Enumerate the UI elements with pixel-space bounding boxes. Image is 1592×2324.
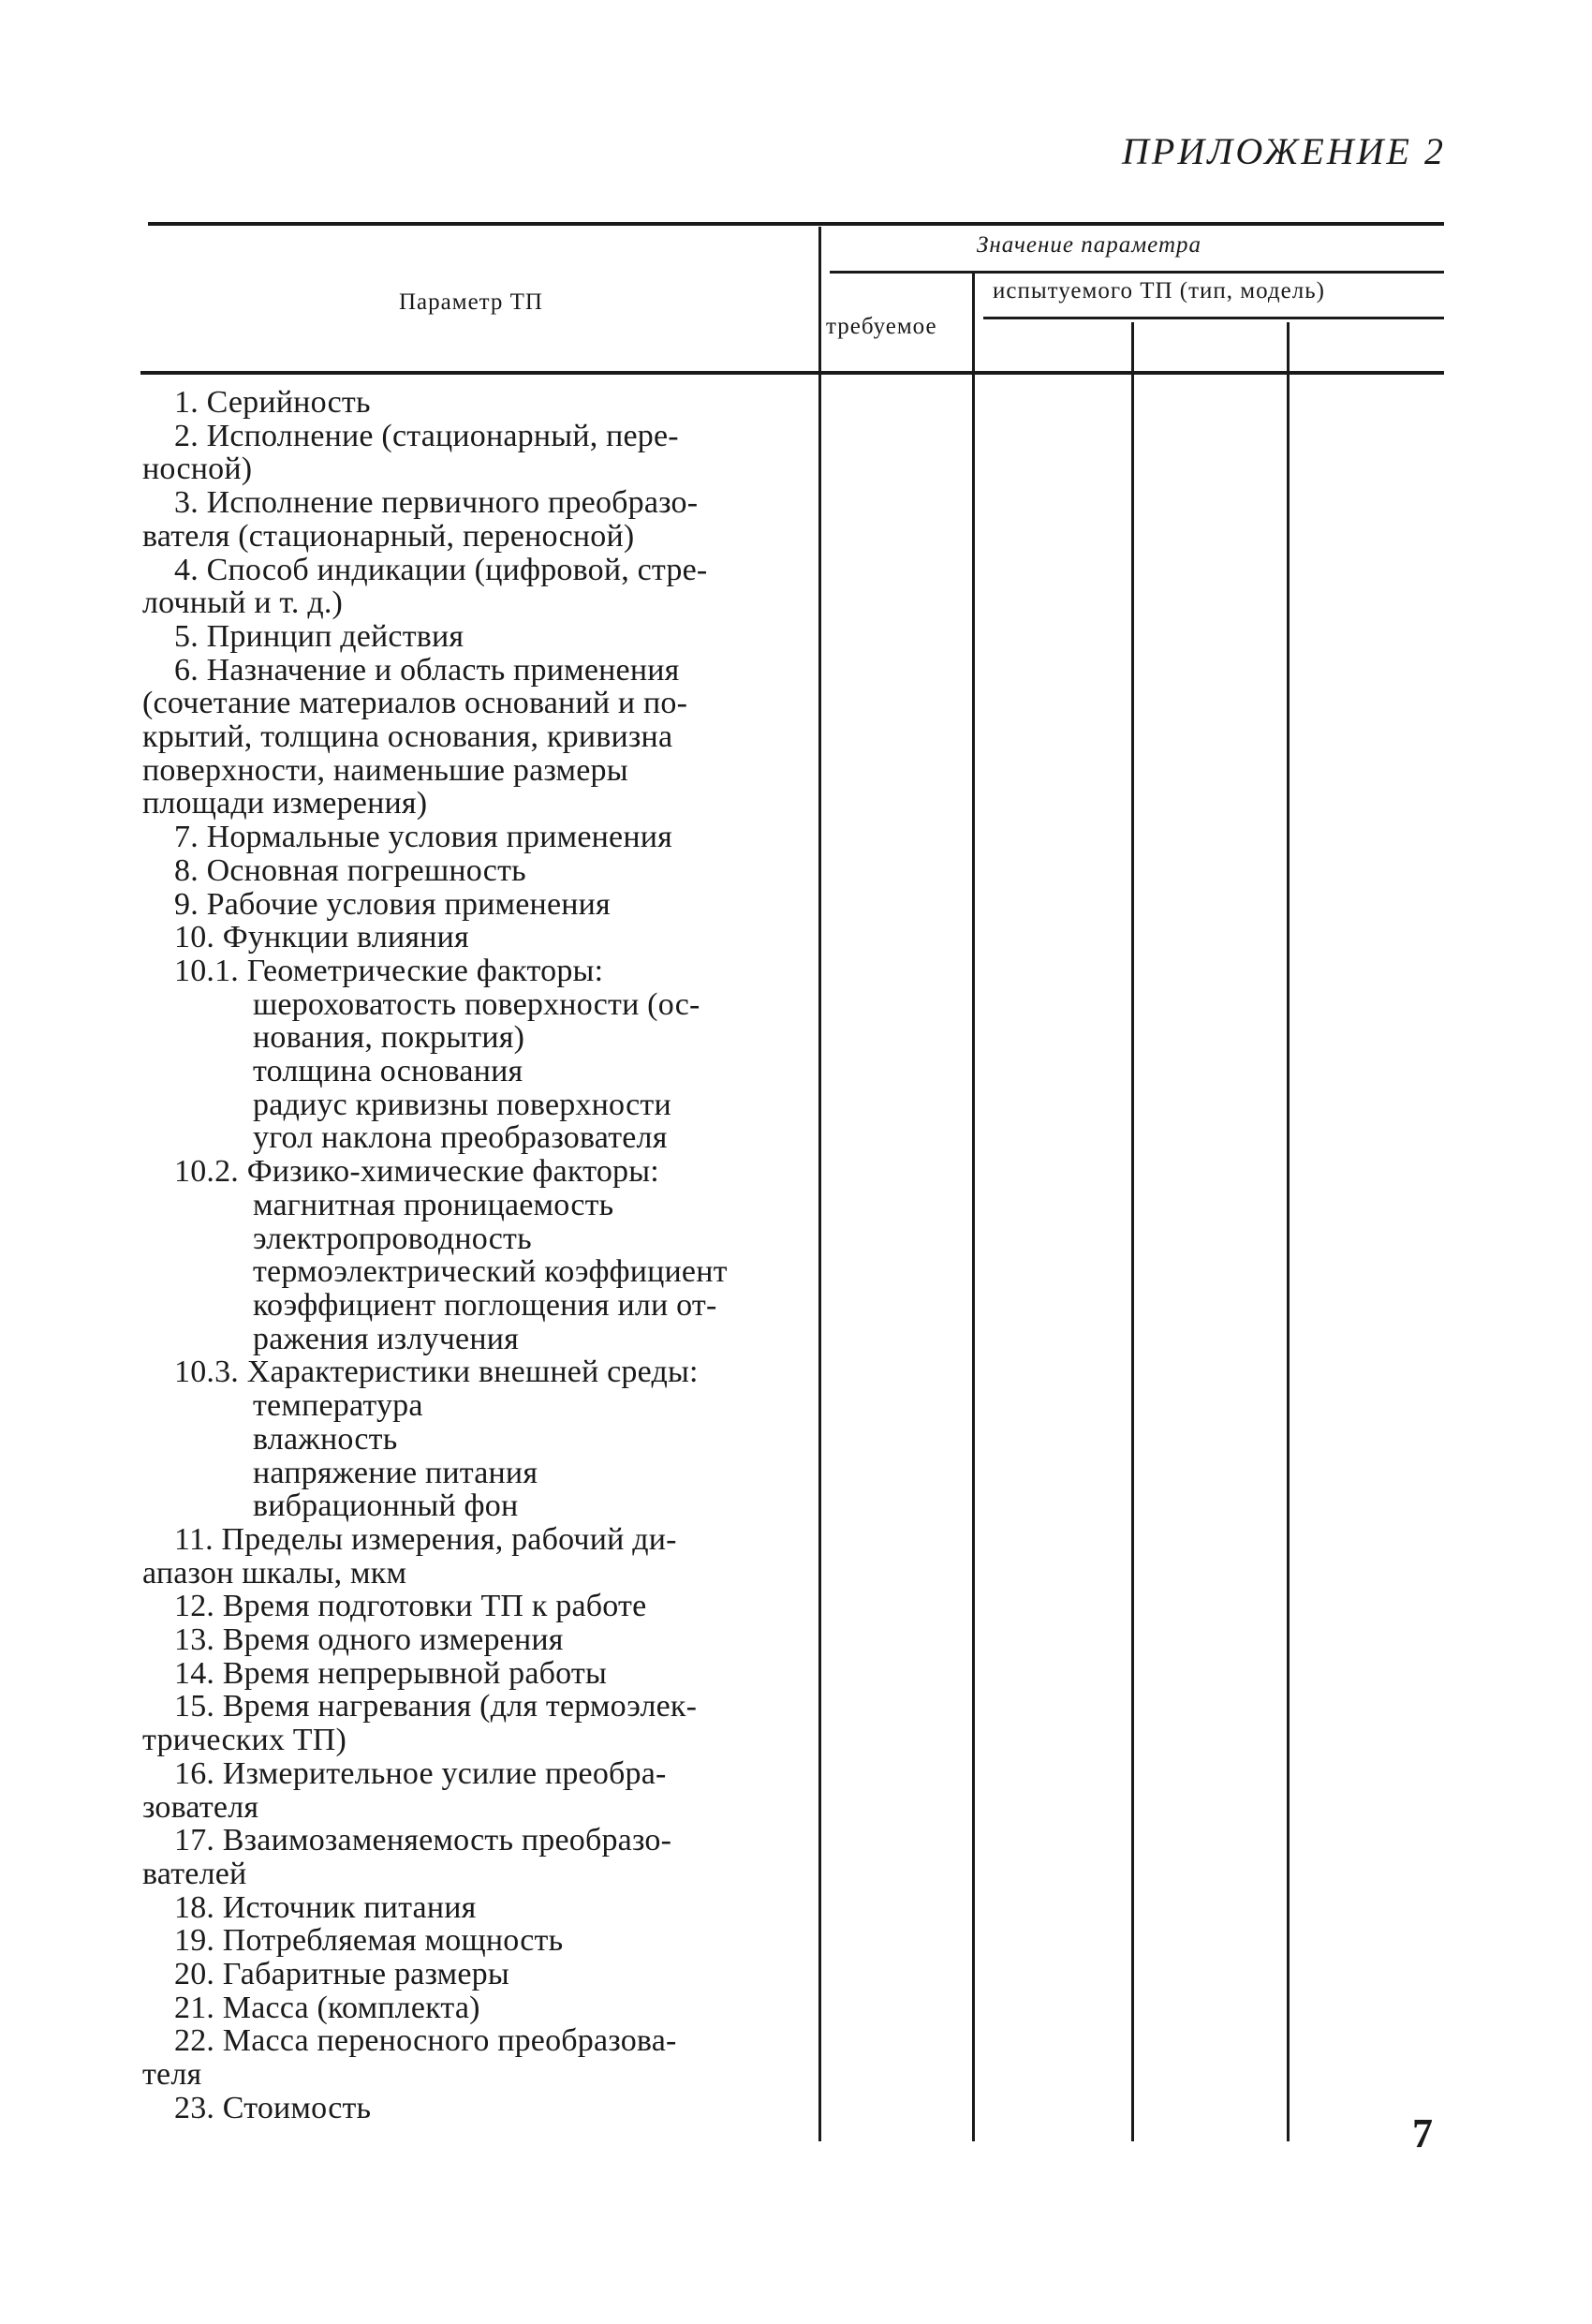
header-tested-group: испытуемого ТП (тип, модель) bbox=[993, 278, 1325, 303]
table-top-rule bbox=[148, 222, 1444, 226]
parameter-row: термоэлектрический коэффициент bbox=[253, 1254, 728, 1290]
header-required: требуемое bbox=[826, 314, 937, 339]
column-rule-tested-1 bbox=[972, 274, 975, 2141]
parameter-row: 12. Время подготовки ТП к работе bbox=[174, 1589, 647, 1624]
page-number: 7 bbox=[1412, 2110, 1433, 2156]
parameter-row: 4. Способ индикации (цифровой, стре- bbox=[174, 552, 708, 587]
header-value-group: Значение параметра bbox=[977, 232, 1201, 258]
parameter-row: радиус кривизны поверхности bbox=[253, 1087, 671, 1122]
column-rule-tested-2 bbox=[1131, 322, 1134, 2141]
parameter-row: 11. Пределы измерения, рабочий ди- bbox=[174, 1521, 677, 1557]
parameter-row: 21. Масса (комплекта) bbox=[174, 1990, 480, 2025]
value-group-rule bbox=[830, 271, 1444, 274]
parameter-row: угол наклона преобразователя bbox=[253, 1120, 668, 1156]
parameter-row: электропроводность bbox=[253, 1221, 532, 1256]
parameter-row: 20. Габаритные размеры bbox=[174, 1957, 509, 1992]
parameter-row: 6. Назначение и область применения bbox=[174, 652, 680, 688]
parameter-row: 10. Функции влияния bbox=[174, 920, 469, 955]
parameter-row: 7. Нормальные условия применения bbox=[174, 820, 672, 855]
parameter-row: напряжение питания bbox=[253, 1455, 538, 1490]
parameter-row: температура bbox=[253, 1388, 423, 1424]
parameter-row: толщина основания bbox=[253, 1054, 523, 1089]
parameter-row: 10.1. Геометрические факторы: bbox=[174, 953, 604, 988]
parameter-row: ражения излучения bbox=[253, 1321, 519, 1356]
parameter-row: 23. Стоимость bbox=[174, 2090, 372, 2125]
column-rule-required bbox=[818, 227, 821, 2141]
parameter-row: 14. Время непрерывной работы bbox=[174, 1655, 608, 1691]
parameter-row: вателя (стационарный, переносной) bbox=[142, 518, 635, 554]
parameter-row: 8. Основная погрешность bbox=[174, 852, 526, 888]
parameter-row: площади измерения) bbox=[142, 786, 428, 822]
parameter-table bbox=[140, 212, 1446, 2141]
parameter-row: 18. Источник питания bbox=[174, 1889, 477, 1925]
parameter-row: нования, покрытия) bbox=[253, 1020, 525, 1056]
parameter-row: носной) bbox=[142, 451, 253, 487]
parameter-row: (сочетание материалов оснований и по- bbox=[142, 686, 688, 721]
parameter-row: 10.2. Физико-химические факторы: bbox=[174, 1154, 659, 1190]
parameter-row: 9. Рабочие условия применения bbox=[174, 886, 611, 922]
appendix-label: ПРИЛОЖЕНИЕ 2 bbox=[1122, 130, 1446, 172]
parameter-row: лочный и т. д.) bbox=[142, 585, 344, 621]
parameter-row: зователя bbox=[142, 1789, 259, 1825]
parameter-row: 1. Серийность bbox=[174, 385, 371, 420]
parameter-row: 10.3. Характеристики внешней среды: bbox=[174, 1354, 699, 1390]
parameter-row: 3. Исполнение первичного преобразо- bbox=[174, 485, 699, 521]
parameter-row: трических ТП) bbox=[142, 1723, 347, 1758]
parameter-row: 13. Время одного измерения bbox=[174, 1622, 564, 1658]
parameter-row: крытий, толщина основания, кривизна bbox=[142, 719, 673, 755]
parameter-row: вателей bbox=[142, 1856, 247, 1891]
column-rule-tested-3 bbox=[1287, 322, 1290, 2141]
parameter-row: шероховатость поверхности (ос- bbox=[253, 986, 700, 1022]
parameter-row: 17. Взаимозаменяемость преобразо- bbox=[174, 1823, 672, 1858]
parameter-row: вибрационный фон bbox=[253, 1488, 519, 1524]
header-parameter: Параметр ТП bbox=[399, 289, 543, 315]
parameter-row: 15. Время нагревания (для термоэлек- bbox=[174, 1689, 698, 1724]
parameter-row: 22. Масса переносного преобразова- bbox=[174, 2023, 677, 2059]
parameter-row: коэффициент поглощения или от- bbox=[253, 1287, 717, 1323]
parameter-row: влажность bbox=[253, 1421, 398, 1457]
parameter-row: 19. Потребляемая мощность bbox=[174, 1923, 564, 1959]
parameter-row: 5. Принцип действия bbox=[174, 618, 464, 654]
parameter-row: апазон шкалы, мкм bbox=[142, 1555, 407, 1591]
tested-group-rule bbox=[983, 317, 1444, 319]
parameter-row: магнитная проницаемость bbox=[253, 1187, 614, 1222]
parameter-row: 16. Измерительное усилие преобра- bbox=[174, 1755, 667, 1791]
parameter-row: теля bbox=[142, 2057, 202, 2093]
parameter-list bbox=[142, 386, 794, 2125]
header-bottom-rule bbox=[140, 371, 1444, 375]
parameter-row: поверхности, наименьшие размеры bbox=[142, 752, 628, 788]
parameter-row: 2. Исполнение (стационарный, пере- bbox=[174, 418, 679, 453]
